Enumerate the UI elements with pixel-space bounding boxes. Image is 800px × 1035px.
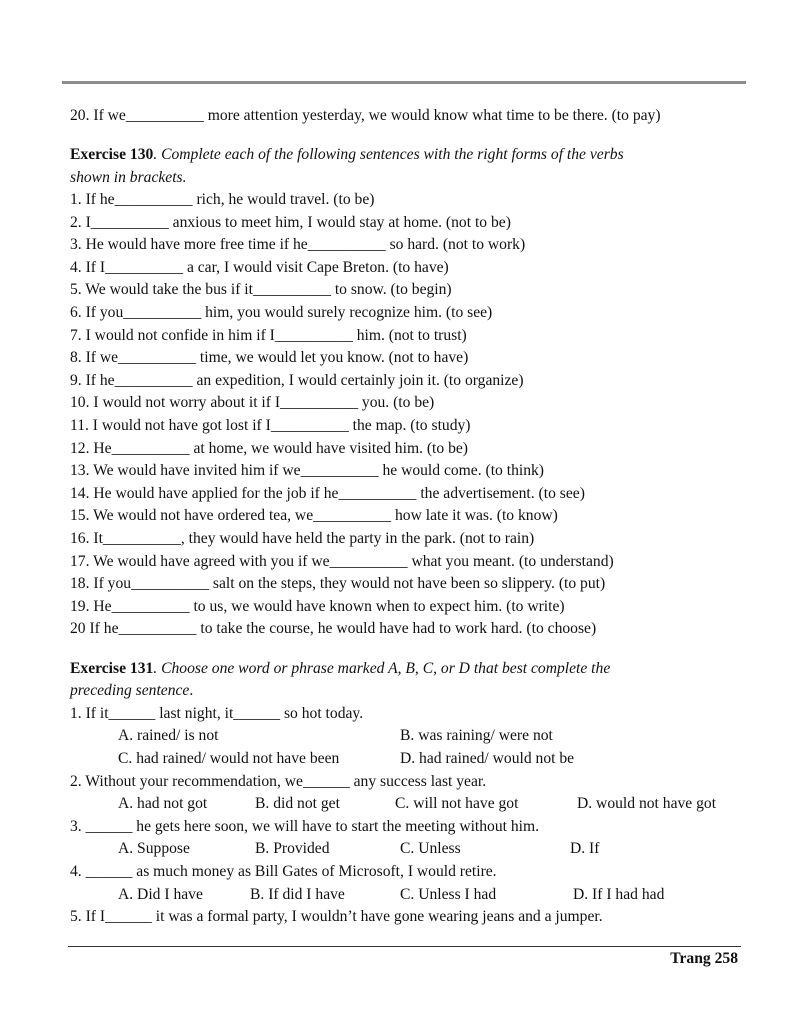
exercise-131-label: Exercise 131 (70, 659, 154, 677)
exercise-130-list (70, 189, 750, 641)
list-item: 20 If he__________ to take the course, he would have had to work hard. (to choose) (70, 620, 597, 638)
exercise-130-instruction-cont: shown in brackets. (70, 168, 187, 186)
option-a: A. Did I have (118, 885, 203, 903)
page-number: Trang 258 (670, 950, 738, 967)
footer-rule (68, 946, 741, 947)
options-row (70, 838, 750, 861)
options-row (70, 884, 750, 907)
exercise-130-instruction: . Complete each of the following sentences with the right forms of the verbs (153, 146, 624, 163)
option-c: C. Unless I had (400, 885, 497, 903)
list-item: 2. I__________ anxious to meet him, I would stay at home. (not to be) (70, 213, 511, 231)
options-row (70, 748, 750, 771)
list-item: 5. We would take the bus if it__________ to snow. (to begin) (70, 281, 452, 299)
list-item: 12. He__________ at home, we would have visited him. (to be) (70, 439, 468, 457)
list-item: 14. He would have applied for the job if he__________ the advertisement. (to see) (70, 484, 585, 502)
option-b: B. did not get (255, 795, 340, 813)
list-item: 4. If I__________ a car, I would visit Cape Breton. (to have) (70, 258, 449, 276)
option-c: C. had rained/ would not have been (118, 750, 340, 768)
sentence-20-previous: 20. If we__________ more attention yesterday, we would know what time to be there. (to pay) (70, 107, 661, 124)
question-2: 2. Without your recommendation, we______ any success last year. (70, 772, 487, 790)
question-4: 4. ______ as much money as Bill Gates of Microsoft, I would retire. (70, 863, 497, 881)
exercise-131-instruction-cont: preceding sentence (70, 682, 190, 700)
list-item: 8. If we__________ time, we would let you know. (not to have) (70, 349, 469, 367)
options-row (70, 793, 750, 816)
option-d: D. had rained/ would not be (400, 750, 575, 768)
list-item: 9. If he__________ an expedition, I would certainly join it. (to organize) (70, 371, 524, 389)
list-item: 17. We would have agreed with you if we__________ what you meant. (to understand) (70, 552, 614, 570)
option-b: B. was raining/ were not (400, 727, 553, 745)
list-item: 15. We would not have ordered tea, we__________ how late it was. (to know) (70, 507, 558, 525)
list-item: 18. If you__________ salt on the steps, they would not have been so slippery. (to put) (70, 575, 606, 593)
option-a: A. rained/ is not (118, 727, 219, 745)
question-5: 5. If I______ it was a formal party, I wouldn’t have gone wearing jeans and a jumper. (70, 908, 603, 926)
option-a: A. had not got (118, 795, 208, 813)
option-c: C. Unless (400, 840, 461, 858)
option-d: D. If I had had (573, 885, 665, 903)
document-body: 20. If we__________ more attention yesterday, we would know what time to be there. (to pay) Exercise 130. Complete each of the following sentences with the right forms of the verbs shown in brackets. 1. If he__________ rich, he would travel. (to be) 2. I__________ anxious to meet him, I would stay at home. (not to be) 3. He would have more free time if he__________ so hard. (not to work) 4. If I__________ a car, I would visit Cape Breton. (to have) 5. We would take the bus if it__________ to snow. (to begin) 6. If you__________ him, you would surely recognize him. (to see) 7. I would not confide in him if I__________ him. (not to trust) 8. If we__________ time, we would let you know. (not to have) 9. If he__________ an expedition, I would certainly join it. (to organize) 10. I would not worry about it if I__________ you. (to be) 11. I would not have got lost if I__________ the map. (to study) 12. He__________ at home, we would have visited him. (to be) 13. We would have invited him if we__________ he would come. (to think) 14. He would have applied for the job if he__________ the advertisement. (to see) 15. We would not have ordered tea, we__________ how late it was. (to know) 16. It__________, they would have held the party in the park. (not to rain) 17. We would have agreed with you if we__________ what you meant. (to understand) 18. If you__________ salt on the steps, they would not have been so slippery. (to put) 19. He__________ to us, we would have known when to expect him. (to write) 20 If he__________ to take the course, he would have had to work hard. (to choose) Exercise 131. Choose one word or phrase marked A, B, C, or D that best complete the preceding sentence. 1. If it______ last night, it______ so hot today. A. rained/ is not B. was raining/ were not C. had rained/ would not have been D. had rained/ would not be 2. Without your recommendation, we______ any success last year. A. had not got B. did not get C. will not have got D. would not have got 3. ______ he gets here soon, we will have to start the meeting without him. A. Suppose B. Provided C. Unless D. If 4. ______ as much money as Bill Gates of Microsoft, I would retire. A. Did I have B. If did I have C. Unless I had D. If I had had 5. If I______ it was a formal party, I wouldn’t have gone wearing jeans and a jumper. (70, 104, 750, 929)
option-b: B. If did I have (250, 885, 345, 903)
option-d: D. If (570, 840, 600, 858)
exercise-131-instruction: . Choose one word or phrase marked A, B, C, or D that best complete the (153, 659, 611, 677)
options-row (70, 725, 750, 748)
exercise-131-heading (70, 658, 750, 681)
option-b: B. Provided (255, 840, 330, 858)
list-item: 10. I would not worry about it if I__________ you. (to be) (70, 394, 435, 412)
option-d: D. would not have got (577, 795, 717, 813)
list-item: 6. If you__________ him, you would surely recognize him. (to see) (70, 303, 493, 321)
list-item: 3. He would have more free time if he__________ so hard. (not to work) (70, 236, 526, 254)
list-item: 1. If he__________ rich, he would travel. (to be) (70, 191, 375, 208)
list-item: 19. He__________ to us, we would have known when to expect him. (to write) (70, 597, 565, 615)
option-a: A. Suppose (118, 840, 190, 858)
list-item: 13. We would have invited him if we__________ he would come. (to think) (70, 462, 544, 480)
question-3: 3. ______ he gets here soon, we will have to start the meeting without him. (70, 817, 540, 835)
list-item: 7. I would not confide in him if I__________ him. (not to trust) (70, 326, 467, 344)
exercise-130-label: Exercise 130 (70, 146, 154, 163)
list-item: 16. It__________, they would have held the party in the park. (not to rain) (70, 529, 535, 547)
list-item: 11. I would not have got lost if I__________ the map. (to study) (70, 416, 471, 434)
question-1: 1. If it______ last night, it______ so hot today. (70, 704, 364, 722)
exercise-130-heading (70, 144, 750, 167)
exercise-131-list (70, 703, 750, 929)
option-c: C. will not have got (395, 795, 519, 813)
header-rule (62, 81, 746, 84)
